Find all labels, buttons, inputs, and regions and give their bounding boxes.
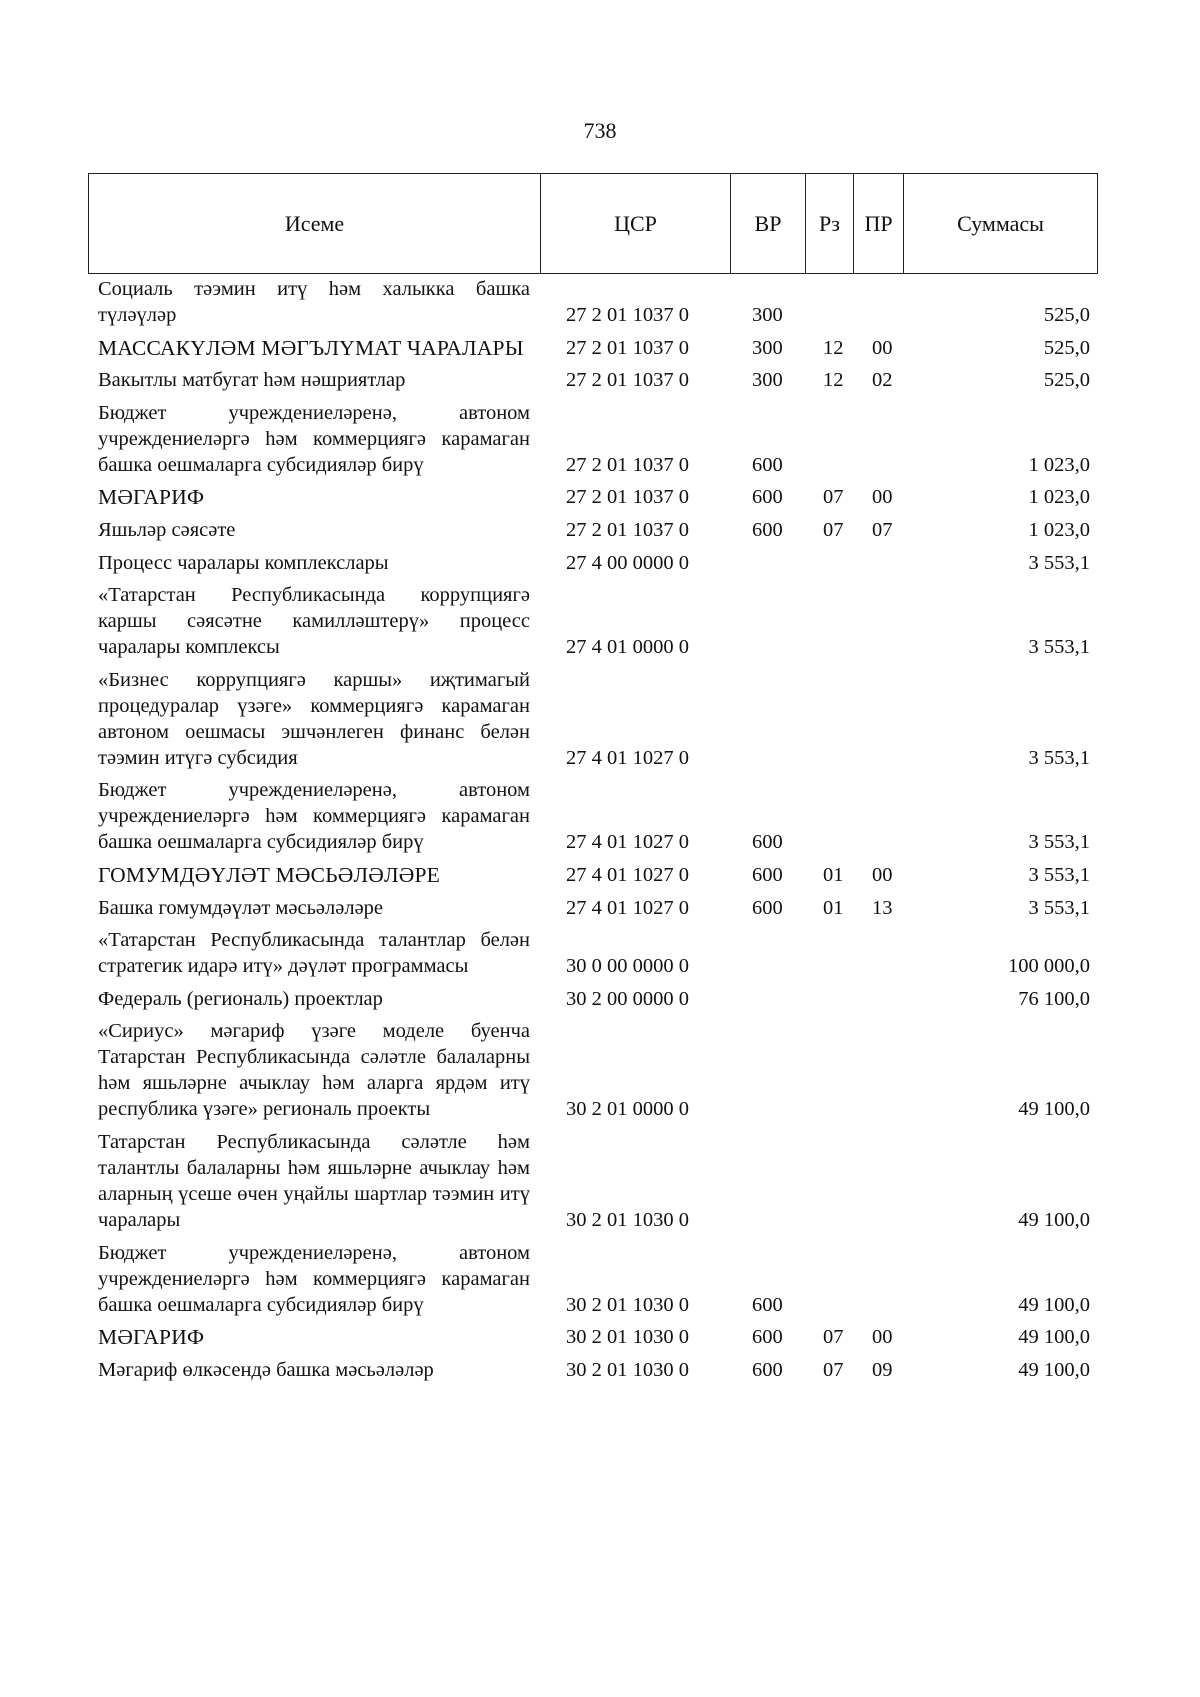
- table-row: [0, 667, 1200, 771]
- row-vr: 600: [752, 1358, 783, 1381]
- row-pr: 07: [872, 518, 893, 541]
- header-name: Исеме: [89, 174, 541, 273]
- row-name: Федераль (региональ) проектлар: [98, 987, 383, 1010]
- row-pr: 00: [872, 486, 893, 509]
- row-name: Татарстан Республикасында сәләтле һәм талантлы балаларны һәм яшьләрне ачыклау һәм аларның үсеше өчен уңайлы шартлар тәэмин итү чаралары: [98, 1130, 530, 1231]
- row-name: «Сириус» мәгариф үзәге моделе буенча Татарстан Республикасында сәләтле балаларны һәм яшьләрне ачыклау һәм аларга ярдәм итү республика үзәге» региональ проекты: [98, 1020, 530, 1121]
- table-row: [0, 1240, 1200, 1318]
- row-csr: 27 4 01 1027 0: [566, 746, 689, 769]
- table-row: [0, 1018, 1200, 1122]
- row-csr: 27 4 01 1027 0: [566, 831, 689, 854]
- row-name: «Татарстан Республикасында талантлар белән стратегик идарә итү» дәүләт программасы: [98, 929, 530, 978]
- row-sum: 49 100,0: [1018, 1326, 1090, 1349]
- row-sum: 1 023,0: [1028, 453, 1090, 476]
- table-row: [0, 1129, 1200, 1233]
- row-rz: 01: [823, 863, 844, 886]
- table-row: [0, 582, 1200, 660]
- table-row: [0, 1324, 1200, 1350]
- row-name: Яшьләр сәясәте: [98, 518, 236, 541]
- row-sum: 76 100,0: [1018, 987, 1090, 1010]
- row-sum: 3 553,1: [1028, 551, 1090, 574]
- row-sum: 3 553,1: [1028, 863, 1090, 886]
- row-name: МАССАКҮЛӘМ МӘГЪЛҮМАТ ЧАРАЛАРЫ: [98, 335, 524, 360]
- row-pr: 00: [872, 336, 893, 359]
- row-name: Бюджет учреждениеләренә, автоном учреждениеләргә һәм коммерциягә карамаган башка оешмаларга субсидияләр бирү: [98, 401, 530, 476]
- header-sum: Суммасы: [957, 210, 1044, 236]
- table-row: [0, 986, 1200, 1012]
- row-sum: 3 553,1: [1028, 636, 1090, 659]
- row-csr: 30 2 01 0000 0: [566, 1098, 689, 1121]
- row-vr: 600: [752, 896, 783, 919]
- row-vr: 600: [752, 1326, 783, 1349]
- row-rz: 07: [823, 518, 844, 541]
- table-row: [0, 400, 1200, 478]
- row-csr: 27 2 01 1037 0: [566, 336, 689, 359]
- table-row: [0, 1357, 1200, 1383]
- row-name: МӘГАРИФ: [98, 485, 205, 510]
- table-row: [0, 367, 1200, 393]
- row-vr: 600: [752, 1293, 783, 1316]
- header-vr: ВР: [731, 174, 806, 273]
- row-vr: 600: [752, 453, 783, 476]
- table-row: [0, 335, 1200, 361]
- row-sum: 1 023,0: [1028, 518, 1090, 541]
- row-pr: 13: [872, 896, 893, 919]
- row-csr: 27 4 01 1027 0: [566, 896, 689, 919]
- row-name: ГОМУМДӘҮЛӘТ МӘСЬӘЛӘЛӘРЕ: [98, 862, 440, 887]
- table-row: [0, 517, 1200, 543]
- row-pr: 00: [872, 863, 893, 886]
- row-sum: 525,0: [1043, 304, 1090, 326]
- row-csr: 27 4 00 0000 0: [566, 551, 689, 574]
- row-sum: 1 023,0: [1028, 486, 1090, 509]
- row-sum: 525,0: [1043, 336, 1090, 359]
- row-name: «Татарстан Республикасында коррупциягә каршы сәясәтне камилләштерү» процесс чаралары комплексы: [98, 584, 530, 659]
- row-name: Процесс чаралары комплекслары: [98, 551, 389, 574]
- row-rz: 07: [823, 1358, 844, 1381]
- table-row: [0, 777, 1200, 855]
- row-name: Бюджет учреждениеләренә, автоном учреждениеләргә һәм коммерциягә карамаган башка оешмаларга субсидияләр бирү: [98, 779, 530, 854]
- row-rz: 07: [823, 1326, 844, 1349]
- row-name: Башка гомумдәүләт мәсьәләләре: [98, 896, 384, 919]
- row-pr: 02: [872, 369, 893, 392]
- row-vr: 600: [752, 863, 783, 886]
- header-pr: ПР: [854, 174, 904, 273]
- row-csr: 30 2 01 1030 0: [566, 1326, 689, 1349]
- row-name: МӘГАРИФ: [98, 1325, 205, 1350]
- row-sum: 49 100,0: [1018, 1208, 1090, 1231]
- row-name: Бюджет учреждениеләренә, автоном учреждениеләргә һәм коммерциягә карамаган башка оешмаларга субсидияләр бирү: [98, 1241, 530, 1316]
- table-header: [88, 173, 1098, 274]
- row-sum: 49 100,0: [1018, 1358, 1090, 1381]
- row-csr: 27 2 01 1037 0: [566, 453, 689, 476]
- row-csr: 30 2 01 1030 0: [566, 1293, 689, 1316]
- row-csr: 27 2 01 1037 0: [566, 369, 689, 392]
- row-rz: 07: [823, 486, 844, 509]
- row-sum: 49 100,0: [1018, 1098, 1090, 1121]
- row-name: Вакытлы матбугат һәм нәшриятлар: [98, 369, 406, 392]
- row-sum: 3 553,1: [1028, 896, 1090, 919]
- row-sum: 525,0: [1043, 369, 1090, 392]
- row-vr: 300: [752, 336, 783, 359]
- row-vr: 600: [752, 831, 783, 854]
- row-vr: 600: [752, 486, 783, 509]
- row-name: Мәгариф өлкәсендә башка мәсьәләләр: [98, 1358, 434, 1381]
- table-row: [0, 895, 1200, 921]
- row-name: «Бизнес коррупциягә каршы» иҗтимагый процедуралар үзәге» коммерциягә карамаган автоном оешмасы эшчәнлеген финанс белән тәэмин итүгә субсидия: [98, 668, 530, 769]
- row-sum: 49 100,0: [1018, 1293, 1090, 1316]
- row-csr: 30 0 00 0000 0: [566, 955, 689, 978]
- row-pr: 09: [872, 1358, 893, 1381]
- row-vr: 600: [752, 518, 783, 541]
- row-vr: 300: [752, 304, 783, 326]
- header-csr: ЦСР: [541, 174, 731, 273]
- row-rz: 01: [823, 896, 844, 919]
- row-csr: 27 4 01 1027 0: [566, 863, 689, 886]
- table-row: [0, 484, 1200, 510]
- table-row: [0, 550, 1200, 576]
- row-csr: 30 2 01 1030 0: [566, 1358, 689, 1381]
- row-csr: 27 2 01 1037 0: [566, 486, 689, 509]
- table-body: [0, 276, 1200, 1389]
- table-row: [0, 276, 1200, 328]
- row-sum: 100 000,0: [1008, 955, 1090, 978]
- row-csr: 27 2 01 1037 0: [566, 518, 689, 541]
- table-row: [0, 927, 1200, 979]
- row-name: Социаль тәэмин итү һәм халыкка башка түләүләр: [98, 278, 530, 326]
- row-rz: 12: [823, 336, 844, 359]
- header-rz: Рз: [806, 174, 854, 273]
- row-rz: 12: [823, 369, 844, 392]
- page-number: 738: [583, 118, 617, 143]
- row-csr: 30 2 00 0000 0: [566, 987, 689, 1010]
- row-pr: 00: [872, 1326, 893, 1349]
- row-csr: 27 4 01 0000 0: [566, 636, 689, 659]
- table-row: [0, 862, 1200, 888]
- row-sum: 3 553,1: [1028, 746, 1090, 769]
- row-sum: 3 553,1: [1028, 831, 1090, 854]
- row-csr: 27 2 01 1037 0: [566, 304, 689, 326]
- row-csr: 30 2 01 1030 0: [566, 1208, 689, 1231]
- row-vr: 300: [752, 369, 783, 392]
